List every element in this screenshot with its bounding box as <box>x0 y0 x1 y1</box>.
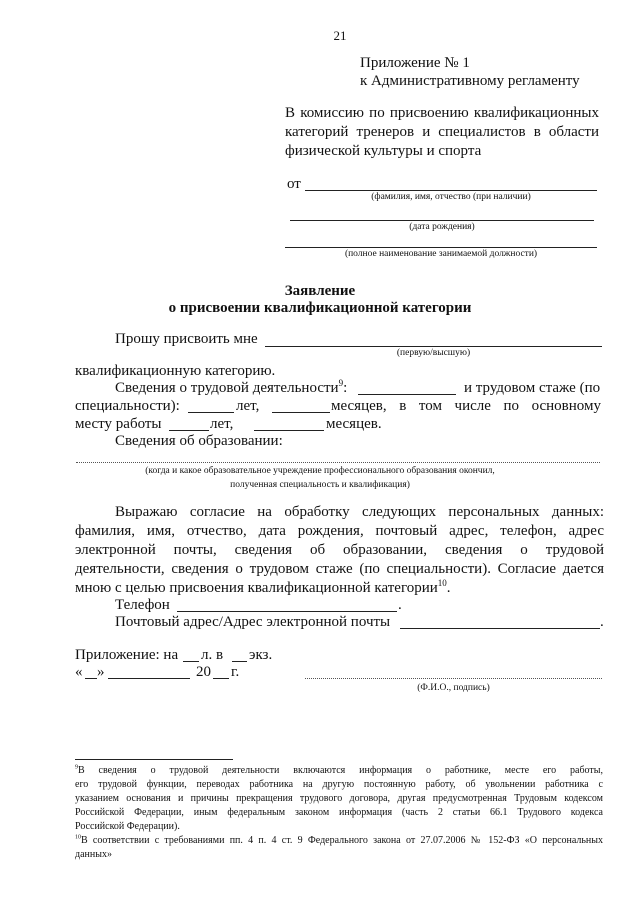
work-text: лет, <box>210 416 234 432</box>
date-close-quote: » <box>97 664 105 680</box>
request-text: Прошу присвоить мне <box>115 331 258 347</box>
name-line <box>305 190 597 191</box>
education-line <box>76 462 600 463</box>
addressee-line: категорий тренеров и специалистов в области <box>285 124 599 140</box>
footnote-mark: 10 <box>75 834 81 841</box>
consent-line <box>75 580 451 597</box>
consent-line: Выражаю согласие на обработку следующих персональных данных: <box>115 504 604 520</box>
footnote-text: данных» <box>75 849 112 860</box>
from-label: от <box>287 176 301 192</box>
attachment-text: экз. <box>249 647 273 663</box>
work-label <box>115 380 347 397</box>
work-text: лет, <box>236 398 260 414</box>
work-text: месяцев. <box>326 416 382 432</box>
position-line <box>285 247 597 248</box>
address-label: Почтовый адрес/Адрес электронной почты <box>115 614 391 630</box>
footnote-ref: 9 <box>338 378 344 388</box>
education-caption: полученная специальность и квалификация) <box>230 480 410 490</box>
education-caption: (когда и какое образовательное учреждение профессионального образования окончил, <box>145 466 495 476</box>
signature-line <box>305 678 602 679</box>
footnote-text: В сведения о трудовой деятельности включаются информация о работнике, месте его работы, <box>78 765 603 776</box>
work-colon: : <box>343 380 348 396</box>
consent-last-text: мною с целью присвоения квалификационной категории <box>75 580 438 596</box>
footnote-ref: 10 <box>437 578 447 588</box>
appendix-title: Приложение № 1 <box>360 55 470 71</box>
request-text-cont: квалификационную категорию. <box>75 363 276 379</box>
birth-caption: (дата рождения) <box>409 222 475 232</box>
consent-line: фамилия, имя, отчество, дата рождения, почтовый адрес, телефон, адрес <box>75 523 604 539</box>
consent-line: деятельности, сведения о трудовом стаже (по специальности). Согласие дается <box>75 561 604 577</box>
month-line <box>108 678 190 679</box>
phone-label: Телефон <box>115 597 170 613</box>
main-years-line <box>169 430 209 431</box>
year-suffix: г. <box>231 664 240 680</box>
birth-line <box>290 220 594 221</box>
consent-period: . <box>446 580 451 596</box>
work-text: месяцев, в том числе по основному <box>331 398 601 414</box>
year-prefix: 20 <box>196 664 211 680</box>
addressee-line: физической культуры и спорта <box>285 143 482 159</box>
work-text: и трудовом стаже (по <box>464 380 601 396</box>
footnote-9 <box>75 764 603 778</box>
document-subtitle: о присвоении квалификационной категории <box>168 300 472 316</box>
footnote-mark: 9 <box>75 764 78 771</box>
address-dot: . <box>600 614 604 630</box>
appendix-subtitle: к Административному регламенту <box>360 73 580 89</box>
category-line <box>265 346 602 347</box>
footnote-text: В соответствии с требованиями пп. 4 п. 4 ст. 9 Федерального закона от 27.07.2006 № 152-ФЗ «О персональных <box>81 835 603 846</box>
year-line <box>213 678 229 679</box>
day-line <box>85 678 97 679</box>
footnote-text: Российской Федерации, иным федеральным законом информация (часть 2 статьи 66.1 Трудового кодекса <box>75 807 603 818</box>
work-line <box>358 394 456 395</box>
attachment-label: Приложение: на <box>75 647 179 663</box>
date-open-quote: « <box>75 664 83 680</box>
main-months-line <box>254 430 324 431</box>
footnote-text: его трудовой функции, переводах работника на другую постоянную работу, об увольнении работника с <box>75 779 603 790</box>
work-label-text: Сведения о трудовой деятельности <box>115 380 339 396</box>
position-caption: (полное наименование занимаемой должности) <box>344 249 538 259</box>
signature-caption: (Ф.И.О., подпись) <box>417 683 490 693</box>
copies-line <box>232 661 247 662</box>
pages-line <box>183 661 199 662</box>
years-line <box>188 412 234 413</box>
months-line <box>272 412 330 413</box>
phone-dot: . <box>398 597 402 613</box>
work-text: месту работы <box>75 416 162 432</box>
phone-line <box>177 611 397 612</box>
attachment-text: л. в <box>201 647 224 663</box>
footnote-10 <box>75 834 603 848</box>
footnote-separator <box>75 759 233 760</box>
consent-line: электронной почты, сведения об образовании, сведения о трудовой <box>75 542 604 558</box>
work-text: специальности): <box>75 398 180 414</box>
footnote-text: Российской Федерации). <box>75 821 180 832</box>
address-line <box>400 628 600 629</box>
footnote-text: указанием основания и причины прекращения трудового договора, другая предусмотренная Трудовым кодексом <box>75 793 603 804</box>
education-label: Сведения об образовании: <box>115 433 283 449</box>
addressee-line: В комиссию по присвоению квалификационных <box>285 105 599 121</box>
page-number: 21 <box>333 28 347 43</box>
document-title: Заявление <box>284 283 356 299</box>
name-caption: (фамилия, имя, отчество (при наличии) <box>371 192 531 202</box>
category-caption: (первую/высшую) <box>396 348 471 358</box>
